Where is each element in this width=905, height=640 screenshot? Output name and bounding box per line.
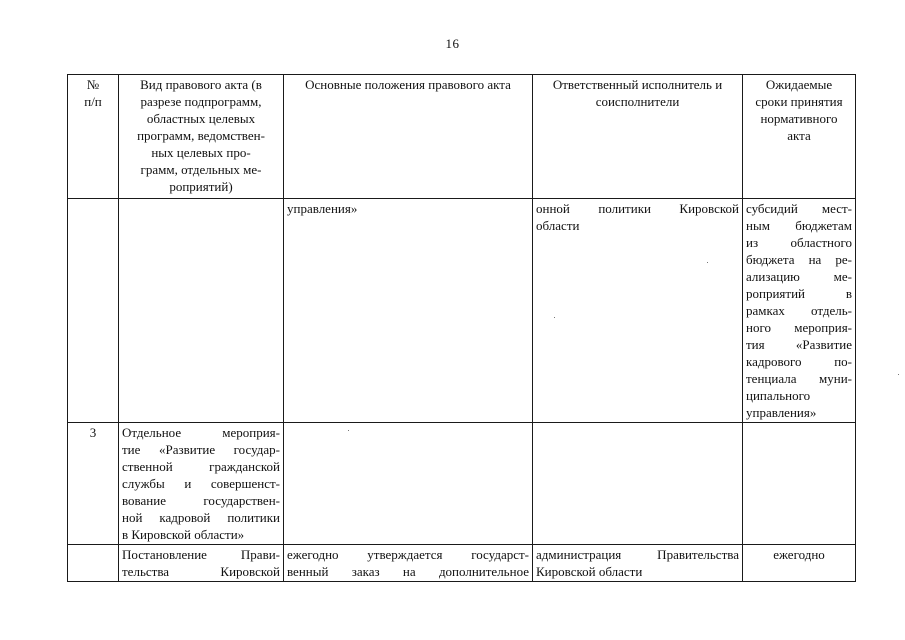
text-line: бюджета на ре- — [746, 252, 852, 267]
table-row — [68, 199, 856, 423]
cell-provisions — [284, 423, 533, 545]
header-executor: Ответственный исполнитель и соисполнители — [533, 75, 743, 199]
cell-number — [68, 545, 119, 582]
text-line: тенциала муни- — [746, 371, 852, 386]
cell-deadline — [743, 423, 856, 545]
scan-speck — [348, 430, 349, 431]
cell-number — [68, 199, 119, 423]
cell-provisions — [284, 545, 533, 582]
text-line: ным бюджетам — [746, 218, 852, 233]
header-deadline: Ожидаемые сроки принятия нормативного акта — [743, 75, 856, 199]
text-line: тия «Развитие — [746, 337, 852, 352]
header-act-type: Вид правового акта (в разрезе подпрограмм, областных целевых программ, ведомствен- ных целевых про- грамм, отдельных ме- роприятий) — [119, 75, 284, 199]
text-line: Отдельное мероприя- — [122, 425, 280, 440]
text-line: венный заказ на дополнительное — [287, 564, 529, 579]
cell-executor — [533, 199, 743, 423]
text-line: Кировской области — [536, 564, 643, 579]
header-provisions: Основные положения правового акта — [284, 75, 533, 199]
text-line: ципального — [746, 388, 811, 403]
text-line: управления» — [746, 405, 817, 420]
text-line: тие «Развитие государ- — [122, 442, 280, 457]
text-line: тельства Кировской — [122, 564, 280, 579]
text-line: вование государствен- — [122, 493, 280, 508]
cell-number: 3 — [68, 423, 119, 545]
cell-executor — [533, 545, 743, 582]
scan-speck — [707, 262, 708, 263]
cell-act-type — [119, 545, 284, 582]
cell-deadline: ежегодно — [743, 545, 856, 582]
header-number: № п/п — [68, 75, 119, 199]
text-line: Постановление Прави- — [122, 547, 280, 562]
text-line: службы и совершенст- — [122, 476, 280, 491]
legal-acts-table — [67, 74, 856, 582]
text-line: субсидий мест- — [746, 201, 852, 216]
text-line: кадрового по- — [746, 354, 852, 369]
text-line: области — [536, 218, 580, 233]
text-line: ализацию ме- — [746, 269, 852, 284]
text-line: роприятий в — [746, 286, 852, 301]
scan-speck — [898, 374, 899, 375]
text-line: из областного — [746, 235, 852, 250]
text-line: ежегодно утверждается государст- — [287, 547, 529, 562]
text-line: ного мероприя- — [746, 320, 852, 335]
text-line: ственной гражданской — [122, 459, 280, 474]
table-row — [68, 423, 856, 545]
table-row — [68, 545, 856, 582]
table-header-row — [68, 75, 856, 199]
cell-deadline — [743, 199, 856, 423]
text-line: администрация Правительства — [536, 547, 739, 562]
cell-act-type — [119, 423, 284, 545]
text-line: рамках отдель- — [746, 303, 852, 318]
cell-provisions: управления» — [284, 199, 533, 423]
text-line: в Кировской области» — [122, 527, 245, 542]
cell-executor — [533, 423, 743, 545]
cell-act-type — [119, 199, 284, 423]
scan-speck — [554, 317, 555, 318]
page-number: 16 — [445, 36, 460, 51]
text-line: онной политики Кировской — [536, 201, 739, 216]
text-line: ной кадровой политики — [122, 510, 280, 525]
